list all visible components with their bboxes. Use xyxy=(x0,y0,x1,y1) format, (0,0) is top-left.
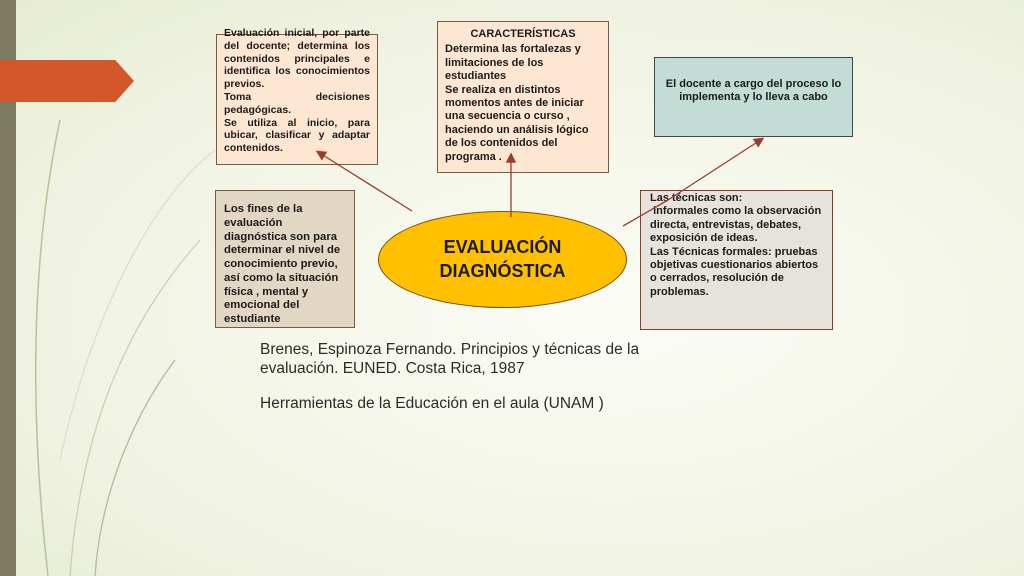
techniques-line-1: Las técnicas son: xyxy=(650,192,743,204)
connector-to-initial xyxy=(318,152,412,211)
characteristics-line-1: Determina las fortalezas y limitaciones de los estudiantes xyxy=(445,43,581,83)
characteristics-line-2: Se realiza en distintos momentos antes de iniciar una secuencia o curso , haciendo un análisis lógico de los contenidos del programa . xyxy=(445,83,589,163)
purposes-text: Los fines de la evaluación diagnóstica son para determinar el nivel de conocimiento previo, así como la situación física , mental y emocional del estudiante xyxy=(224,203,341,326)
characteristics-heading: CARACTERÍSTICAS xyxy=(470,28,576,40)
teacher-text: El docente a cargo del proceso lo implementa y lo lleva a cabo xyxy=(665,78,842,104)
techniques-line-2: informales como la observación directa, entrevistas, debates, exposición de ideas. xyxy=(650,205,825,245)
initial-line-3: Se utiliza al inicio, para ubicar, clasificar y adaptar contenidos. xyxy=(224,116,370,155)
references xyxy=(260,341,680,414)
initial-line-1: Evaluación inicial, por parte del docente; determina los contenidos principales e identifica los conocimientos previos. xyxy=(224,27,370,91)
connector-to-techniques xyxy=(623,200,668,226)
center-title: EVALUACIÓN DIAGNÓSTICA xyxy=(439,237,566,281)
reference-2: Herramientas de la Educación en el aula (UNAM ) xyxy=(260,394,604,412)
initial-line-2: Toma decisiones pedagógicas. xyxy=(224,90,370,116)
techniques-line-3: Las Técnicas formales: pruebas objetivas cuestionarios abiertos o cerrados, resolución de problemas. xyxy=(650,245,819,298)
connector-to-teacher xyxy=(668,139,762,200)
reference-1: Brenes, Espinoza Fernando. Principios y técnicas de la evaluación. EUNED. Costa Rica, 1987 xyxy=(260,341,640,377)
